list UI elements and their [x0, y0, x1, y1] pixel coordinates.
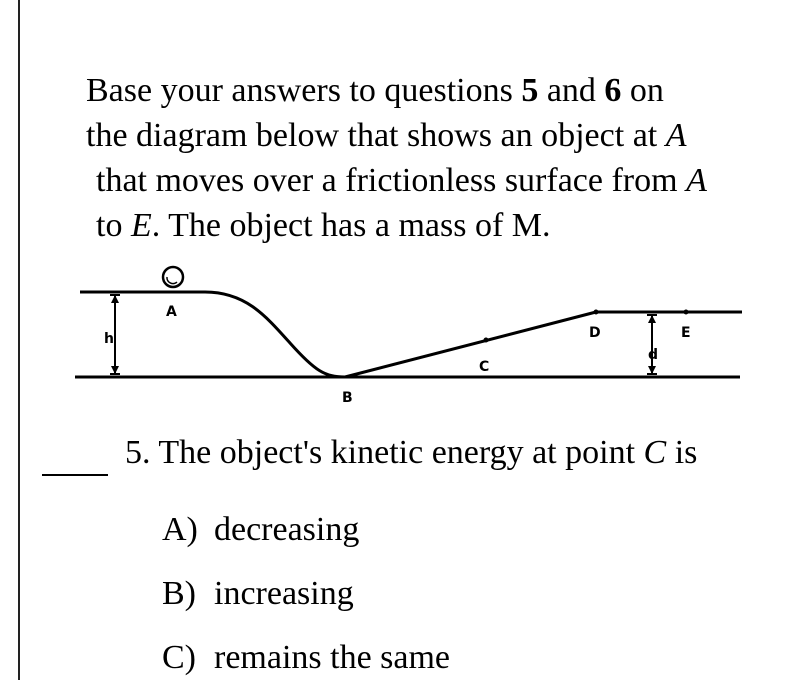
descent-curve — [205, 292, 345, 377]
question-5: 5. The object's kinetic energy at point C is — [125, 434, 698, 471]
choice-b[interactable]: B) increasing — [162, 575, 354, 612]
question-number-5: 5 — [521, 72, 539, 109]
label-c: C — [479, 359, 490, 375]
choice-c[interactable]: C) remains the same — [162, 639, 451, 676]
point-c-dot — [484, 338, 489, 343]
label-d-height: d — [648, 347, 659, 363]
intro-line-3: that moves over a frictionless surface from A — [96, 162, 707, 199]
label-a: A — [166, 304, 177, 320]
label-h: h — [104, 331, 114, 347]
intro-line-1: Base your answers to questions 5 and 6 on — [86, 72, 664, 109]
point-d-dot — [594, 310, 599, 315]
question-intro — [86, 68, 786, 248]
answer-blank[interactable] — [42, 474, 108, 476]
ramp-line — [345, 312, 596, 377]
label-e: E — [681, 325, 691, 341]
track-diagram — [0, 255, 800, 415]
question-number-6: 6 — [604, 72, 622, 109]
label-d: D — [589, 325, 601, 341]
choice-a[interactable]: A) decreasing — [162, 511, 360, 548]
intro-line-2: the diagram below that shows an object at A — [86, 117, 687, 154]
intro-line-4: to E. The object has a mass of M. — [96, 207, 551, 244]
point-e-dot — [684, 310, 689, 315]
label-b: B — [342, 390, 353, 406]
